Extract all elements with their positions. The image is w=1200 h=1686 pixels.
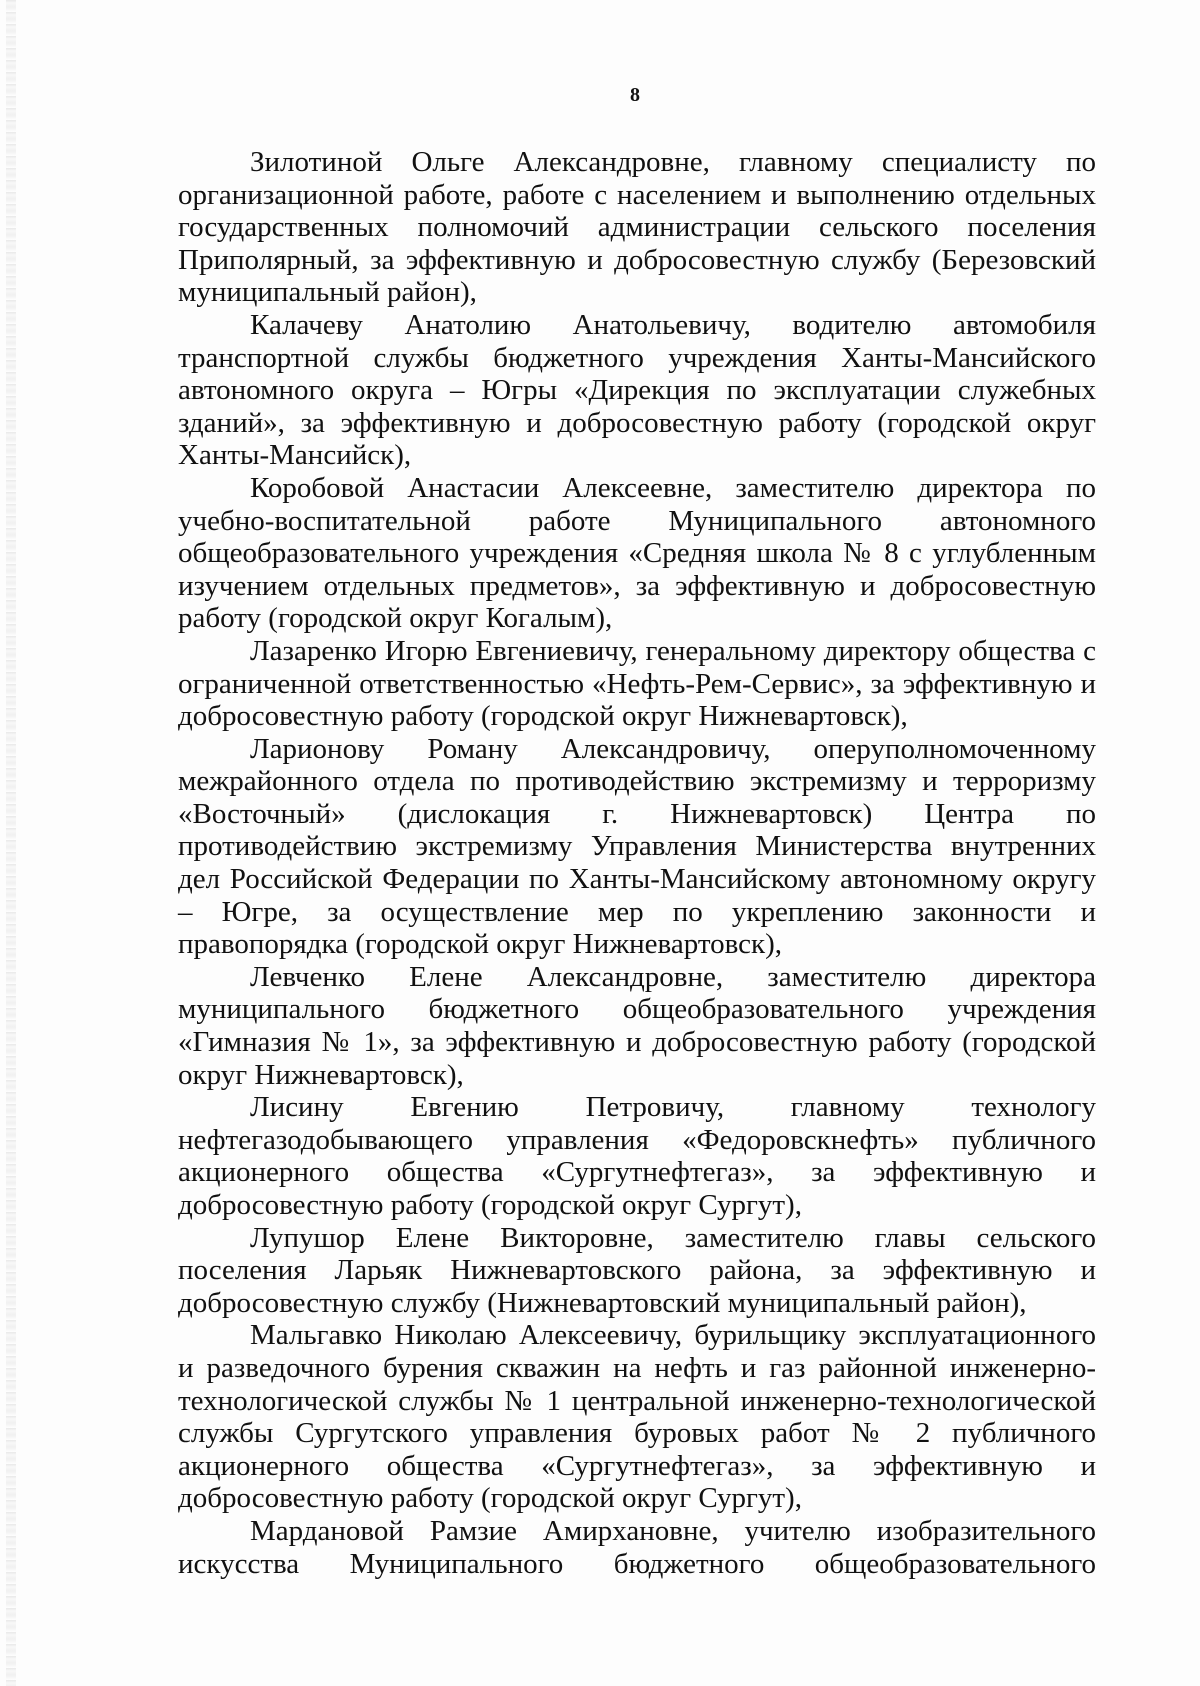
paragraph-larionov: Ларионову Роману Александровичу, оперуполномоченному межрайонного отдела по противодействию экстремизму и терроризму «Восточный» (дислокация г. Нижневартовск) Центра по противодействию экстремизму Управления Министерства внутренних дел Российской Федерации по Ханты-Мансийскому автономному округу – Югре, за осуществление мер по укреплению законности и правопорядка (городской округ Нижневартовск),: [178, 732, 1096, 961]
paragraph-mardanova: Мардановой Рамзие Амирхановне, учителю изобразительного искусства Муниципального бюджетного общеобразовательного: [178, 1514, 1096, 1580]
paragraph-lazarenko: Лазаренко Игорю Евгениевичу, генеральному директору общества с ограниченной ответственностью «Нефть-Рем-Сервис», за эффективную и добросовестную работу (городской округ Нижневартовск),: [178, 634, 1096, 733]
paragraph-lupushor: Лупушор Елене Викторовне, заместителю главы сельского поселения Ларьяк Нижневартовского района, за эффективную и добросовестную службу (Нижневартовский муниципальный район),: [178, 1221, 1096, 1319]
scan-edge: [6, 0, 16, 1686]
paragraph-levchenko: Левченко Елене Александровне, заместителю директора муниципального бюджетного общеобразовательного учреждения «Гимназия № 1», за эффективную и добросовестную работу (городской округ Нижневартовск),: [178, 960, 1096, 1091]
document-body: [178, 146, 1096, 1580]
paragraph-malgavko: Мальгавко Николаю Алексеевичу, бурильщику эксплуатационного и разведочного бурения скважин на нефть и газ районной инженерно-технологической службы № 1 центральной инженерно-технологической службы Сургутского управления буровых работ № 2 публичного акционерного общества «Сургутнефтегаз», за эффективную и добросовестную работу (городской округ Сургут),: [178, 1319, 1096, 1515]
paragraph-lisin: Лисину Евгению Петровичу, главному технологу нефтегазодобывающего управления «Федоровскнефть» публичного акционерного общества «Сургутнефтегаз», за эффективную и добросовестную работу (городской округ Сургут),: [178, 1091, 1096, 1221]
page-number: 8: [630, 84, 640, 106]
paragraph-korobova: Коробовой Анастасии Алексеевне, заместителю директора по учебно-воспитательной работе Муниципального автономного общеобразовательного учреждения «Средняя школа № 8 с углубленным изучением отдельных предметов», за эффективную и добросовестную работу (городской округ Когалым),: [178, 471, 1096, 635]
paragraph-kalachev: Калачеву Анатолию Анатольевичу, водителю автомобиля транспортной службы бюджетного учреждения Ханты-Мансийского автономного округа – Югры «Дирекция по эксплуатации служебных зданий», за эффективную и добросовестную работу (городской округ Ханты-Мансийск),: [178, 308, 1096, 472]
paragraph-zilotina: Зилотиной Ольге Александровне, главному специалисту по организационной работе, работе с населением и выполнению отдельных государственных полномочий администрации сельского поселения Приполярный, за эффективную и добросовестную службу (Березовский муниципальный район),: [178, 146, 1096, 309]
